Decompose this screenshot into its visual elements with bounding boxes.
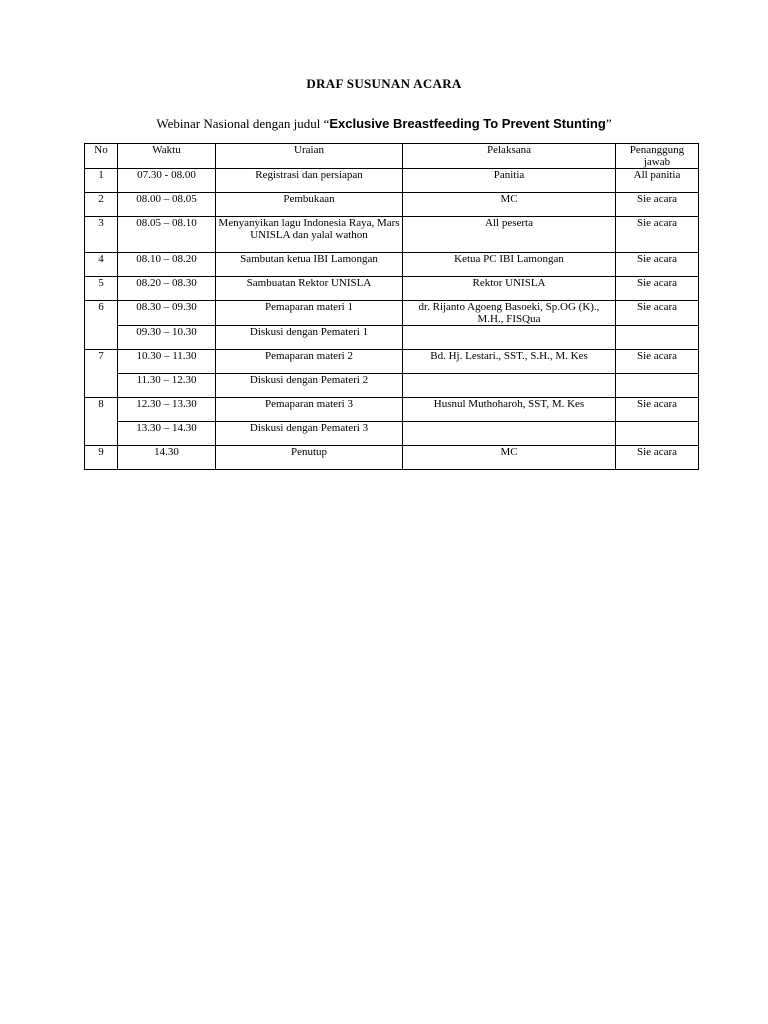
cell-uraian: Registrasi dan persiapan [216,169,403,193]
table-row [85,169,699,193]
subtitle-suffix: ” [605,116,612,131]
cell-waktu: 09.30 – 10.30 [118,326,216,350]
header-no: No [85,144,118,169]
table-row [85,217,699,253]
cell-pelaksana [403,422,616,446]
cell-penanggung-jawab: Sie acara [616,253,699,277]
cell-waktu: 08.05 – 08.10 [118,217,216,253]
header-waktu: Waktu [118,144,216,169]
cell-waktu: 07.30 - 08.00 [118,169,216,193]
cell-penanggung-jawab: Sie acara [616,193,699,217]
cell-waktu: 14.30 [118,446,216,470]
cell-penanggung-jawab: Sie acara [616,301,699,326]
cell-pelaksana: Bd. Hj. Lestari., SST., S.H., M. Kes [403,350,616,374]
table-row [85,301,699,326]
cell-waktu: 13.30 – 14.30 [118,422,216,446]
table-row [85,277,699,301]
cell-pelaksana: dr. Rijanto Agoeng Basoeki, Sp.OG (K)., M.H., FISQua [403,301,616,326]
cell-pelaksana: MC [403,193,616,217]
cell-no: 3 [85,217,118,253]
cell-pelaksana: Rektor UNISLA [403,277,616,301]
cell-waktu: 08.20 – 08.30 [118,277,216,301]
cell-waktu: 10.30 – 11.30 [118,350,216,374]
table-row [85,193,699,217]
cell-penanggung-jawab: Sie acara [616,277,699,301]
table-row [85,253,699,277]
cell-waktu: 08.30 – 09.30 [118,301,216,326]
table-row [85,398,699,422]
cell-uraian: Pemaparan materi 1 [216,301,403,326]
table-row [85,350,699,374]
cell-waktu: 12.30 – 13.30 [118,398,216,422]
cell-pelaksana: MC [403,446,616,470]
cell-uraian: Diskusi dengan Pemateri 1 [216,326,403,350]
cell-no: 7 [85,350,118,398]
cell-uraian: Menyanyikan lagu Indonesia Raya, Mars UNISLA dan yalal wathon [216,217,403,253]
subtitle-event-name: Exclusive Breastfeeding To Prevent Stunting [329,116,606,131]
cell-uraian: Pembukaan [216,193,403,217]
table-header-row [85,144,699,169]
cell-penanggung-jawab: All panitia [616,169,699,193]
header-penanggung-jawab: Penanggung jawab [616,144,699,169]
header-uraian: Uraian [216,144,403,169]
cell-pelaksana [403,374,616,398]
cell-penanggung-jawab [616,326,699,350]
cell-no: 8 [85,398,118,446]
agenda-table [84,143,699,470]
header-pelaksana: Pelaksana [403,144,616,169]
cell-penanggung-jawab: Sie acara [616,350,699,374]
cell-uraian: Sambutan ketua IBI Lamongan [216,253,403,277]
cell-uraian: Pemaparan materi 2 [216,350,403,374]
cell-no: 2 [85,193,118,217]
cell-waktu: 11.30 – 12.30 [118,374,216,398]
cell-waktu: 08.00 – 08.05 [118,193,216,217]
table-row [85,326,699,350]
cell-pelaksana: Husnul Muthoharoh, SST, M. Kes [403,398,616,422]
cell-uraian: Penutup [216,446,403,470]
cell-pelaksana: Ketua PC IBI Lamongan [403,253,616,277]
cell-no: 5 [85,277,118,301]
cell-no: 4 [85,253,118,277]
cell-waktu: 08.10 – 08.20 [118,253,216,277]
cell-no: 9 [85,446,118,470]
table-row [85,446,699,470]
document-subtitle [0,116,768,132]
cell-penanggung-jawab [616,374,699,398]
table-row [85,422,699,446]
cell-uraian: Pemaparan materi 3 [216,398,403,422]
cell-penanggung-jawab [616,422,699,446]
cell-uraian: Diskusi dengan Pemateri 2 [216,374,403,398]
document-title: DRAF SUSUNAN ACARA [306,76,462,91]
cell-uraian: Sambuatan Rektor UNISLA [216,277,403,301]
cell-pelaksana [403,326,616,350]
cell-penanggung-jawab: Sie acara [616,217,699,253]
cell-pelaksana: Panitia [403,169,616,193]
cell-uraian: Diskusi dengan Pemateri 3 [216,422,403,446]
subtitle-prefix: Webinar Nasional dengan judul “ [156,116,330,131]
table-row [85,374,699,398]
cell-no: 1 [85,169,118,193]
cell-penanggung-jawab: Sie acara [616,446,699,470]
cell-penanggung-jawab: Sie acara [616,398,699,422]
cell-no: 6 [85,301,118,350]
cell-pelaksana: All peserta [403,217,616,253]
